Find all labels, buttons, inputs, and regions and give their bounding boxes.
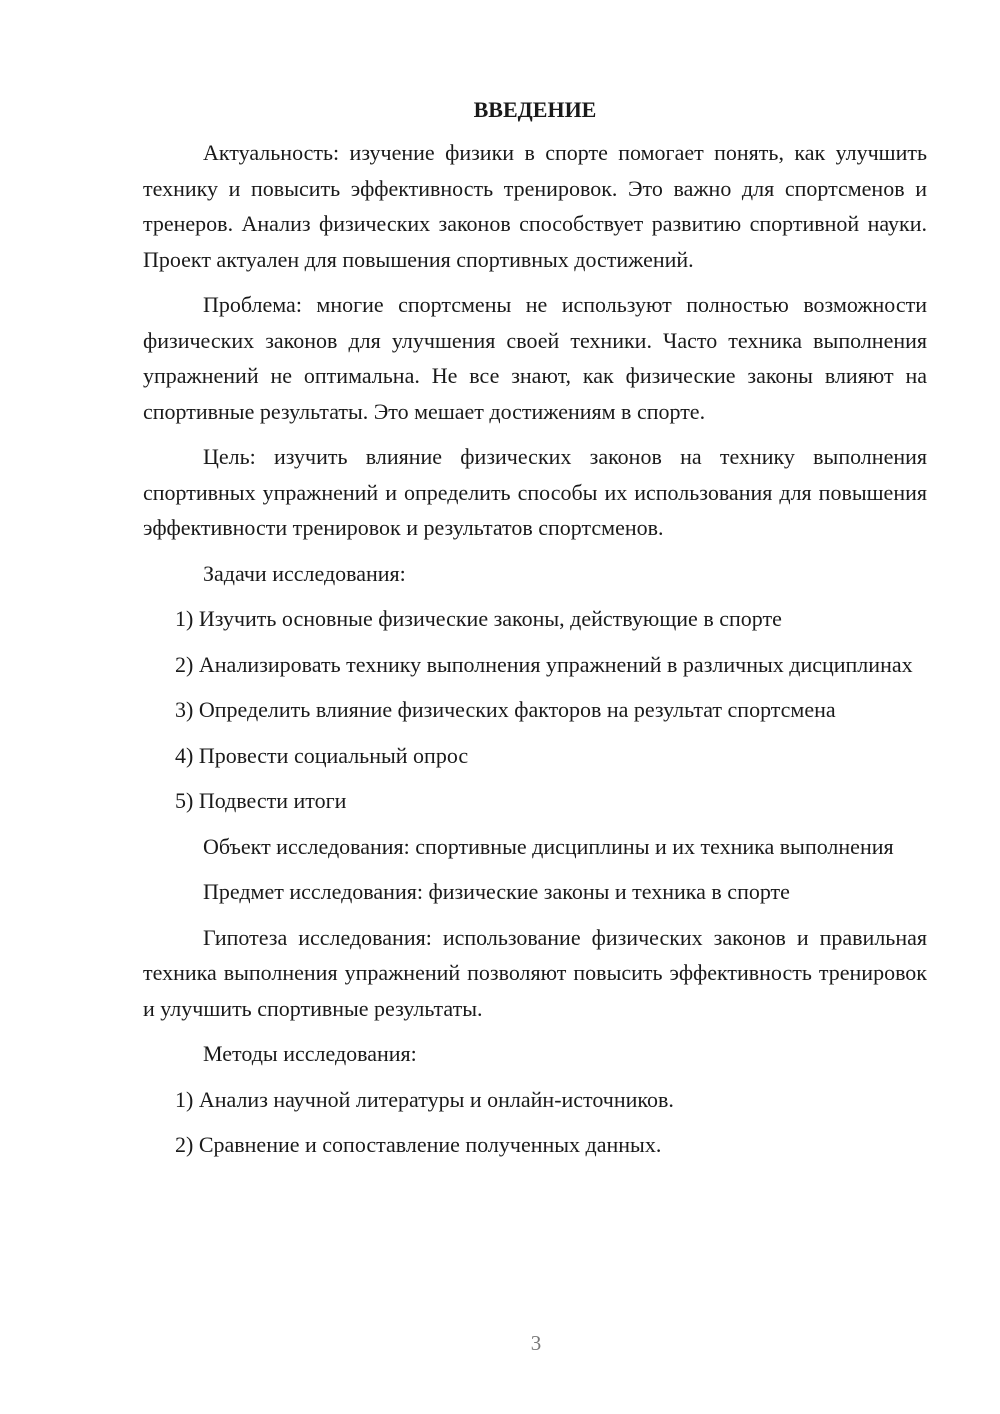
paragraph-subject: Предмет исследования: физические законы и техника в спорте	[203, 879, 790, 904]
task-item-5: 5) Подвести итоги	[175, 788, 347, 813]
paragraph-hypothesis: Гипотеза исследования: использование физических законов и правильная техника выполнения упражнений позволяют повысить эффективность тренировок и улучшить спортивные результаты.	[143, 924, 927, 1021]
paragraph-problem: Проблема: многие спортсмены не используют полностью возможности физических законов для улучшения своей техники. Часто техника выполнения упражнений не оптимальна. Не все знают, как физические законы влияют на спортивные результаты. Это мешает достижениям в спорте.	[143, 292, 927, 424]
task-item-1: 1) Изучить основные физические законы, действующие в спорте	[175, 606, 782, 631]
method-item-1: 1) Анализ научной литературы и онлайн-источников.	[175, 1086, 674, 1112]
paragraph-relevance: Актуальность: изучение физики в спорте помогает понять, как улучшить технику и повысить эффективность тренировок. Это важно для спортсменов и тренеров. Анализ физических законов способствует развитию спортивной науки. Проект актуален для повышения спортивных достижений.	[143, 140, 927, 272]
paragraph-goal: Цель: изучить влияние физических законов на технику выполнения спортивных упражнений и определить способы их использования для повышения эффективности тренировок и результатов спортсменов.	[143, 444, 927, 540]
task-item-2: 2) Анализировать технику выполнения упражнений в различных дисциплинах	[175, 651, 913, 677]
page-title: ВВЕДЕНИЕ	[473, 97, 597, 122]
task-item-3: 3) Определить влияние физических факторов на результат спортсмена	[175, 697, 836, 722]
page-content	[143, 92, 927, 1173]
task-item-4: 4) Провести социальный опрос	[175, 742, 469, 768]
paragraph-object: Объект исследования: спортивные дисциплины и их техника выполнения	[203, 833, 894, 859]
page-number: 3	[530, 1331, 542, 1355]
tasks-heading: Задачи исследования:	[203, 560, 406, 586]
method-item-2: 2) Сравнение и сопоставление полученных данных.	[175, 1132, 662, 1157]
methods-heading: Методы исследования:	[203, 1041, 417, 1066]
